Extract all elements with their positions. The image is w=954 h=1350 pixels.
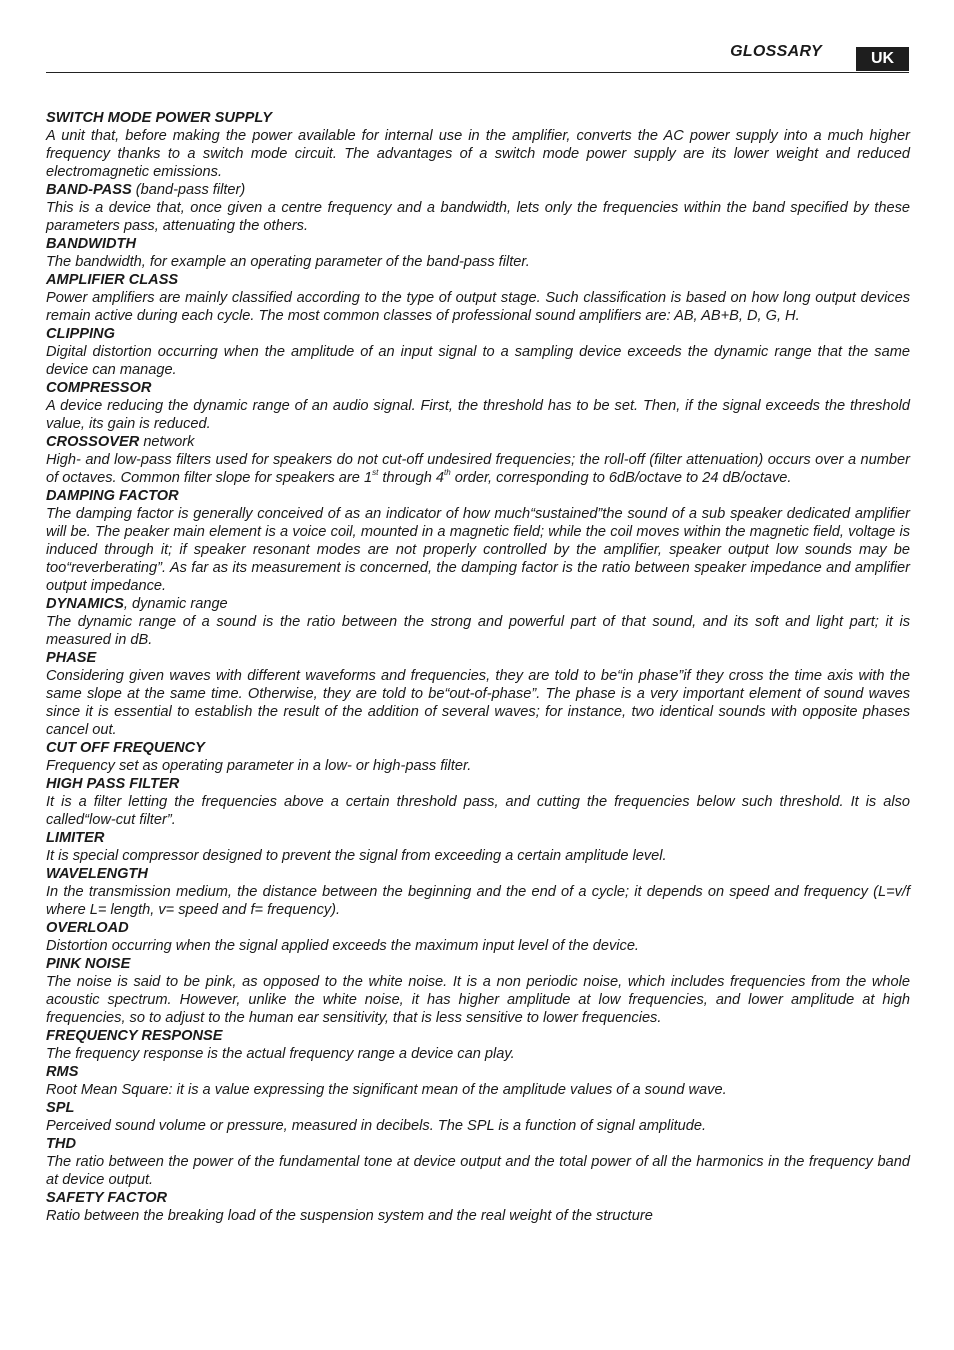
glossary-entry [46, 829, 910, 865]
glossary-term-line [46, 829, 910, 847]
glossary-definition: Ratio between the breaking load of the suspension system and the real weight of the structure [46, 1208, 653, 1224]
glossary-definition: It is a filter letting the frequencies above a certain threshold pass, and cutting the frequencies below such threshold. It is also called“low-cut filter”. [46, 794, 910, 828]
glossary-term: CROSSOVER [46, 434, 140, 450]
glossary-term-qualifier: (band-pass filter) [131, 182, 246, 198]
glossary-entry [46, 235, 910, 271]
glossary-term: SPL [46, 1100, 75, 1116]
glossary-definition: The bandwidth, for example an operating parameter of the band-pass filter. [46, 254, 530, 270]
glossary-term: BAND-PASS [46, 182, 132, 198]
glossary-term-line [46, 1189, 910, 1207]
glossary-entry [46, 775, 910, 829]
glossary-entry [46, 739, 910, 775]
glossary-term: SAFETY FACTOR [46, 1190, 168, 1206]
glossary-term-line [46, 595, 910, 613]
glossary-definition: A device reducing the dynamic range of an audio signal. First, the threshold has to be set. Then, if the signal exceeds the threshold value, its gain is reduced. [46, 398, 910, 432]
glossary-term-line [46, 379, 910, 397]
glossary-term-line [46, 1099, 910, 1117]
glossary-entry [46, 325, 910, 379]
glossary-definition: Root Mean Square: it is a value expressing the significant mean of the amplitude values of a sound wave. [46, 1082, 727, 1098]
glossary-term: HIGH PASS FILTER [46, 776, 180, 792]
glossary-term-line [46, 739, 910, 757]
glossary-entry [46, 271, 910, 325]
glossary-term-line [46, 181, 910, 199]
glossary-term: THD [46, 1136, 76, 1152]
glossary-term-line [46, 1135, 910, 1153]
language-badge: UK [856, 47, 909, 71]
glossary-term-line [46, 775, 910, 793]
glossary-term: CLIPPING [46, 326, 115, 342]
glossary-entry [46, 379, 910, 433]
glossary-entry [46, 595, 910, 649]
glossary-entry [46, 919, 910, 955]
glossary-term: SWITCH MODE POWER SUPPLY [46, 110, 272, 126]
glossary-entry [46, 433, 910, 487]
glossary-term: DYNAMICS [46, 596, 124, 612]
glossary-definition: The frequency response is the actual frequency range a device can play. [46, 1046, 515, 1062]
glossary-term: OVERLOAD [46, 920, 129, 936]
glossary-definition: High- and low-pass filters used for speakers do not cut-off undesired frequencies; the roll-off (filter attenuation) occurs over a number of octaves. Common filter slope for speakers are 1st through 4th order, corresponding to 6dB/octave to 24 dB/octave. [46, 452, 910, 486]
glossary-term-line [46, 865, 910, 883]
glossary-term-qualifier: , dynamic range [123, 596, 228, 612]
glossary-term-line [46, 1027, 910, 1045]
glossary-term-line [46, 487, 910, 505]
glossary-term-line [46, 325, 910, 343]
glossary-term: CUT OFF FREQUENCY [46, 740, 205, 756]
glossary-term: PINK NOISE [46, 956, 131, 972]
glossary-definition: Frequency set as operating parameter in a low- or high-pass filter. [46, 758, 472, 774]
glossary-term: RMS [46, 1064, 79, 1080]
glossary-definition: Considering given waves with different waveforms and frequencies, they are told to be“in phase”if they cross the time axis with the same slope at the same time. Otherwise, they are told to be“out-of-phase”. The phase is a very important element of sound waves since it is essential to establish the result of the addition of several waves; for instance, two identical sounds with opposite phases cancel out. [46, 668, 910, 738]
glossary-term: AMPLIFIER CLASS [46, 272, 179, 288]
glossary-entry [46, 955, 910, 1027]
glossary-term: PHASE [46, 650, 97, 666]
glossary-definition: In the transmission medium, the distance between the beginning and the end of a cycle; it depends on speed and frequency (L=v/f where L= length, v= speed and f= frequency). [46, 884, 910, 918]
glossary-term-line [46, 955, 910, 973]
glossary-term-line [46, 235, 910, 253]
glossary-term: DAMPING FACTOR [46, 488, 179, 504]
glossary-term: FREQUENCY RESPONSE [46, 1028, 223, 1044]
glossary-entry [46, 1135, 910, 1189]
glossary-term-line [46, 649, 910, 667]
glossary-term-line [46, 919, 910, 937]
glossary-entry [46, 649, 910, 739]
glossary-entry [46, 865, 910, 919]
glossary-definition: A unit that, before making the power available for internal use in the amplifier, converts the AC power supply into a much higher frequency thanks to a switch mode circuit. The advantages of a switch mode power supply are its lower weight and reduced electromagnetic emissions. [46, 128, 910, 180]
glossary-definition: The damping factor is generally conceived of as an indicator of how much“sustained”the sound of a sub speaker dedicated amplifier will be. The peaker main element is a voice coil, mounted in a magnetic field; while the coil moves within the magnetic field, voltage is induced through it; if speaker resonant modes are not properly controlled by the amplifier, speaker output low sounds may be too“reverberating”. As far as its measurement is concerned, the damping factor is the ratio between speaker impedance and amplifier output impedance. [46, 506, 910, 594]
glossary-term: LIMITER [46, 830, 105, 846]
glossary-term-line [46, 109, 910, 127]
glossary-entry [46, 1063, 910, 1099]
glossary-term-qualifier: network [139, 434, 195, 450]
glossary-entry [46, 181, 910, 235]
page-header [46, 40, 909, 73]
glossary-term-line [46, 1063, 910, 1081]
glossary-definition: The ratio between the power of the fundamental tone at device output and the total power of all the harmonics in the frequency band at device output. [46, 1154, 910, 1188]
glossary-entry [46, 109, 910, 181]
glossary-term: BANDWIDTH [46, 236, 136, 252]
glossary-definition: Distortion occurring when the signal applied exceeds the maximum input level of the device. [46, 938, 639, 954]
glossary-definition: Power amplifiers are mainly classified according to the type of output stage. Such classification is based on how long output devices remain active during each cycle. The most common classes of professional sound amplifiers are: AB, AB+B, D, G, H. [46, 290, 910, 324]
glossary-definition: The dynamic range of a sound is the ratio between the strong and powerful part of that sound, and its soft and light part; it is measured in dB. [46, 614, 910, 648]
glossary-term-line [46, 433, 910, 451]
glossary-entry [46, 1189, 910, 1225]
glossary-definition: It is special compressor designed to prevent the signal from exceeding a certain amplitude level. [46, 848, 667, 864]
page-title: GLOSSARY [730, 43, 822, 60]
glossary-entry [46, 1027, 910, 1063]
glossary-term: WAVELENGTH [46, 866, 148, 882]
glossary-list [46, 109, 910, 1225]
glossary-definition: Digital distortion occurring when the amplitude of an input signal to a sampling device exceeds the dynamic range that the same device can manage. [46, 344, 910, 378]
glossary-entry [46, 1099, 910, 1135]
glossary-definition: The noise is said to be pink, as opposed to the white noise. It is a non periodic noise, which includes frequencies from the whole acoustic spectrum. However, unlike the white noise, it has higher amplitude at low frequencies, and lower amplitude at high frequencies, so to adjust to the human ear sensitivity, that is less sensitive to lower frequencies. [46, 974, 910, 1026]
glossary-definition: This is a device that, once given a centre frequency and a bandwidth, lets only the frequencies within the band specified by these parameters pass, attenuating the others. [46, 200, 910, 234]
glossary-term-line [46, 271, 910, 289]
glossary-term: COMPRESSOR [46, 380, 152, 396]
glossary-definition: Perceived sound volume or pressure, measured in decibels. The SPL is a function of signal amplitude. [46, 1118, 707, 1134]
glossary-entry [46, 487, 910, 595]
